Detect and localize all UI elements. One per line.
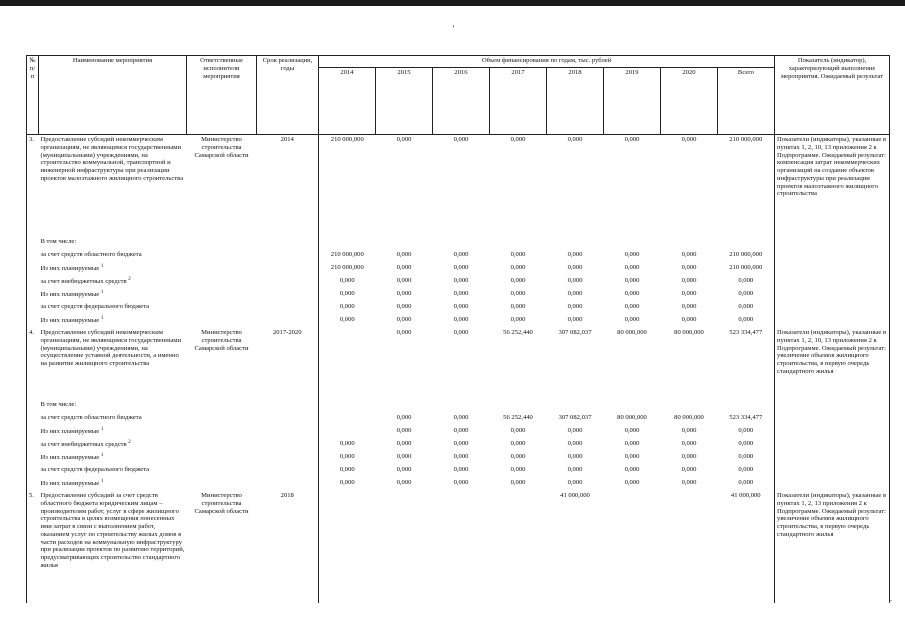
value-cell: 56 252,440: [503, 329, 533, 336]
item-resp: Министерство строительства Самарской области: [187, 135, 257, 238]
value-cell: 0,000: [547, 135, 604, 238]
value-cell: 0,000: [433, 135, 490, 238]
value-cell: 0,000: [319, 276, 376, 289]
spacer-cell: [775, 276, 890, 289]
incl-label: В том числе:: [40, 401, 77, 408]
header-year: 2015: [376, 68, 433, 135]
value-cell: 56 252,440: [503, 414, 533, 421]
funding-source-label: [39, 465, 187, 478]
header-year: 2018: [547, 68, 604, 135]
value-cell: 0,000: [624, 427, 640, 434]
spacer-cell: [319, 237, 376, 250]
funding-source-text: Из них планируемые: [40, 291, 100, 299]
financing-table: [26, 55, 890, 603]
footnote-mark: 2: [128, 440, 131, 445]
funding-source-row: [27, 289, 890, 302]
funding-source-row: [27, 465, 890, 478]
header-resp: Ответственные исполнители мероприятия: [187, 56, 257, 135]
value-cell: 210 000,000: [319, 250, 376, 263]
top-border: [0, 0, 905, 6]
spacer-cell: [775, 400, 890, 413]
funding-source-label: [39, 413, 187, 426]
value-cell: 210 000,000: [718, 250, 775, 263]
value-cell: 0,000: [681, 479, 697, 486]
spacer-cell: [187, 452, 257, 465]
spacer-cell: [604, 400, 661, 413]
header-period: Срок реализации, годы: [257, 56, 319, 135]
spacer-cell: [775, 465, 890, 478]
spacer-cell: [187, 276, 257, 289]
value-cell: 0,000: [510, 466, 526, 473]
spacer-cell: [376, 237, 433, 250]
value-cell: 0,000: [567, 264, 583, 271]
spacer-cell: [718, 400, 775, 413]
value-cell: 0,000: [681, 427, 697, 434]
value-cell: 0,000: [718, 426, 775, 439]
footnote-mark: 1: [100, 479, 104, 484]
item-name: Предоставление субсидий некоммерческим организациям, не являющимся государственными (муниципальными) учреждениями, на осуществление уставной деятельности, а именно на развитие жилищного строительства: [40, 329, 181, 368]
spacer-cell: [775, 439, 890, 452]
value-cell: 80 000,000: [617, 414, 647, 421]
value-cell: 0,000: [567, 303, 583, 310]
value-cell: [490, 491, 547, 603]
header-year: 2014: [319, 68, 376, 135]
value-cell: 0,000: [624, 277, 640, 284]
value-cell: [433, 491, 490, 603]
value-cell: [319, 491, 376, 603]
value-cell: 0,000: [718, 289, 775, 302]
value-cell: 0,000: [604, 135, 661, 238]
value-cell: 307 082,037: [558, 414, 592, 421]
value-cell: 0,000: [453, 290, 469, 297]
footnote-mark: 1: [100, 316, 104, 321]
value-cell: 523 334,477: [718, 413, 775, 426]
spacer-cell: [27, 302, 39, 315]
value-cell: 0,000: [624, 290, 640, 297]
spacer-cell: [490, 400, 547, 413]
spacer-cell: [27, 478, 39, 491]
spacer-cell: [490, 237, 547, 250]
value-cell: 0,000: [624, 479, 640, 486]
funding-source-row: [27, 263, 890, 276]
value-cell: 0,000: [453, 466, 469, 473]
value-cell: 0,000: [567, 427, 583, 434]
funding-source-label: [39, 439, 187, 452]
funding-source-row: [27, 413, 890, 426]
spacer-cell: [604, 237, 661, 250]
spacer-cell: [187, 465, 257, 478]
value-cell: 0,000: [718, 452, 775, 465]
funding-source-text: Из них планируемые: [40, 454, 100, 462]
spacer-cell: [775, 289, 890, 302]
value-cell: 0,000: [396, 277, 412, 284]
item-period: 2018: [280, 492, 294, 499]
spacer-cell: [27, 400, 39, 413]
value-cell: 0,000: [453, 453, 469, 460]
value-cell: 0,000: [396, 303, 412, 310]
value-cell: 0,000: [624, 251, 640, 258]
value-cell: 80 000,000: [674, 414, 704, 421]
item-name: Предоставление субсидий некоммерческим организациям, не являющимся государственными (муниципальными) учреждениями, на строительство коммунальной, транспортной и инженерной инфраструктуры при реализации проектов малоэтажного жилищного строительства: [39, 135, 187, 238]
spacer-cell: [775, 302, 890, 315]
value-cell: 0,000: [624, 466, 640, 473]
value-cell: 0,000: [681, 303, 697, 310]
value-cell: 0,000: [453, 329, 469, 336]
item-name: Предоставление субсидий за счет средств областного бюджета юридическим лицам – производителям работ, услуг в сфере жилищного строительства в целях возмещения понесенных ими затрат в связи с выполнением работ, оказанием услуг по строительству жилых домов в части расходов на коммунальную инфраструктуру при реализации проектов по развитию территорий, предусматривающих строительство стандартного жилья: [40, 492, 185, 569]
funding-source-text: Из них планируемые: [40, 480, 100, 488]
value-cell: 0,000: [624, 316, 640, 323]
spacer-cell: [27, 413, 39, 426]
spacer-cell: [775, 452, 890, 465]
spacer-cell: [187, 237, 257, 250]
value-cell: [319, 413, 376, 426]
value-cell: 0,000: [396, 264, 412, 271]
funding-source-label: [39, 289, 187, 302]
funding-source-row: [27, 478, 890, 491]
value-cell: 210 000,000: [718, 135, 775, 238]
funding-source-text: за счет средств федерального бюджета: [40, 466, 150, 473]
spacer-cell: [547, 237, 604, 250]
value-cell: 0,000: [718, 302, 775, 315]
funding-source-label: [39, 276, 187, 289]
value-cell: 0,000: [396, 440, 412, 447]
value-cell: [661, 491, 718, 603]
funding-source-label: [39, 250, 187, 263]
funding-source-text: за счет средств областного бюджета: [40, 251, 142, 258]
value-cell: 0,000: [319, 315, 376, 328]
funding-source-label: [39, 452, 187, 465]
header-year: 2017: [490, 68, 547, 135]
spacer-cell: [187, 263, 257, 276]
spacer-cell: [257, 426, 319, 439]
spacer-cell: [187, 315, 257, 328]
spacer-cell: [187, 289, 257, 302]
funding-source-row: [27, 439, 890, 452]
value-cell: 0,000: [453, 303, 469, 310]
value-cell: 0,000: [567, 479, 583, 486]
value-cell: 0,000: [510, 303, 526, 310]
spacer-cell: [775, 413, 890, 426]
value-cell: 307 082,037: [558, 329, 592, 336]
funding-source-row: [27, 315, 890, 328]
spacer-cell: [257, 452, 319, 465]
funding-source-text: за счет внебюджетных средств: [40, 441, 127, 449]
funding-source-row: [27, 302, 890, 315]
value-cell: 41 000,000: [718, 491, 775, 603]
spacer-cell: [27, 276, 39, 289]
item-indicator: Показатели (индикаторы), указанные в пунктах 1, 2, 10, 13 приложения 2 к Подпрограмме. Ожидаемый результат: компенсация затрат некоммерческих организаций на создание объектов инфраструктуры при реализации проектов малоэтажного жилищного строительства: [775, 135, 890, 238]
footnote-mark: 1: [100, 453, 104, 458]
funding-source-row: [27, 250, 890, 263]
item-resp: Министерство строительства Самарской области: [194, 329, 249, 352]
value-cell: 0,000: [396, 466, 412, 473]
value-cell: 0,000: [681, 277, 697, 284]
value-cell: 80 000,000: [617, 329, 647, 336]
value-cell: 0,000: [376, 135, 433, 238]
spacer-cell: [775, 315, 890, 328]
value-cell: 0,000: [567, 316, 583, 323]
incl-label: В том числе:: [40, 238, 77, 245]
spacer-cell: [257, 400, 319, 413]
header-name: Наименование мероприятия: [39, 56, 187, 135]
item-num: 3.: [27, 135, 39, 238]
value-cell: 0,000: [681, 453, 697, 460]
value-cell: [604, 491, 661, 603]
header-year: 2019: [604, 68, 661, 135]
value-cell: 210 000,000: [319, 263, 376, 276]
value-cell: 0,000: [319, 302, 376, 315]
spacer-cell: [257, 237, 319, 250]
funding-source-label: [39, 263, 187, 276]
spacer-cell: [257, 250, 319, 263]
value-cell: 0,000: [453, 427, 469, 434]
spacer-cell: [376, 400, 433, 413]
value-cell: 0,000: [661, 135, 718, 238]
value-cell: 0,000: [396, 316, 412, 323]
spacer-cell: [775, 426, 890, 439]
spacer-cell: [27, 289, 39, 302]
value-cell: 0,000: [681, 466, 697, 473]
spacer-cell: [257, 276, 319, 289]
value-cell: 0,000: [396, 414, 412, 421]
value-cell: 0,000: [396, 329, 412, 336]
spacer-cell: [27, 250, 39, 263]
funding-source-label: [39, 478, 187, 491]
value-cell: 0,000: [567, 277, 583, 284]
footer-mark: .: [890, 594, 892, 603]
value-cell: [319, 426, 376, 439]
value-cell: 0,000: [396, 453, 412, 460]
value-cell: 0,000: [319, 465, 376, 478]
value-cell: 0,000: [510, 427, 526, 434]
header-indicator: Показатель (индикатор), характеризующий выполнение мероприятия. Ожидаемый результат: [775, 56, 890, 135]
spacer-cell: [775, 237, 890, 250]
value-cell: 0,000: [718, 439, 775, 452]
spacer-cell: [775, 478, 890, 491]
spacer-cell: [661, 237, 718, 250]
value-cell: 0,000: [319, 452, 376, 465]
item-resp: Министерство строительства Самарской области: [194, 492, 249, 515]
funding-source-text: Из них планируемые: [40, 265, 100, 273]
value-cell: 0,000: [453, 251, 469, 258]
spacer-cell: [187, 426, 257, 439]
item-row: [27, 328, 890, 400]
value-cell: 0,000: [510, 251, 526, 258]
value-cell: 0,000: [681, 264, 697, 271]
value-cell: 0,000: [681, 251, 697, 258]
value-cell: 0,000: [624, 453, 640, 460]
funding-source-text: Из них планируемые: [40, 428, 100, 436]
value-cell: 523 334,477: [718, 328, 775, 400]
value-cell: [376, 491, 433, 603]
header-funding: Объем финансирования по годам, тыс. рублей: [319, 56, 775, 68]
value-cell: 0,000: [567, 466, 583, 473]
spacer-cell: [27, 452, 39, 465]
spacer-cell: [257, 263, 319, 276]
funding-source-text: за счет средств областного бюджета: [40, 414, 142, 421]
spacer-cell: [257, 289, 319, 302]
value-cell: 0,000: [510, 290, 526, 297]
spacer-cell: [433, 400, 490, 413]
item-row: [27, 135, 890, 238]
value-cell: 0,000: [718, 465, 775, 478]
value-cell: 0,000: [681, 290, 697, 297]
spacer-cell: [257, 478, 319, 491]
spacer-cell: [27, 426, 39, 439]
funding-source-row: [27, 276, 890, 289]
value-cell: 0,000: [567, 251, 583, 258]
item-num: 5.: [27, 491, 39, 603]
value-cell: 41 000,000: [560, 492, 590, 499]
spacer-cell: [187, 439, 257, 452]
value-cell: 0,000: [453, 440, 469, 447]
value-cell: 0,000: [718, 315, 775, 328]
item-indicator: Показатели (индикаторы), указанные в пунктах 1, 2, 13 приложения 2 к Подпрограмме. Ожидаемый результат: увеличение объемов жилищного строительства, в первую очередь стандартного жилья: [775, 491, 890, 603]
header-year: Всего: [718, 68, 775, 135]
funding-source-text: за счет внебюджетных средств: [40, 278, 127, 286]
value-cell: 0,000: [510, 264, 526, 271]
funding-source-row: [27, 452, 890, 465]
spacer-cell: [257, 439, 319, 452]
spacer-cell: [319, 400, 376, 413]
spacer-cell: [187, 478, 257, 491]
value-cell: 0,000: [567, 440, 583, 447]
value-cell: 0,000: [453, 479, 469, 486]
footnote-mark: 2: [128, 277, 131, 282]
value-cell: 0,000: [396, 251, 412, 258]
header-year: 2016: [433, 68, 490, 135]
value-cell: 0,000: [624, 303, 640, 310]
funding-source-text: за счет средств федерального бюджета: [40, 303, 150, 310]
spacer-cell: [775, 250, 890, 263]
value-cell: 0,000: [510, 277, 526, 284]
footnote-mark: 1: [100, 264, 104, 269]
spacer-cell: [775, 263, 890, 276]
value-cell: [319, 328, 376, 400]
funding-source-label: [39, 426, 187, 439]
funding-source-label: [39, 315, 187, 328]
item-num: 4.: [27, 328, 39, 400]
value-cell: 210 000,000: [718, 263, 775, 276]
spacer-cell: [27, 439, 39, 452]
spacer-cell: [433, 237, 490, 250]
value-cell: 0,000: [490, 135, 547, 238]
value-cell: 0,000: [681, 440, 697, 447]
spacer-cell: [257, 413, 319, 426]
spacer-cell: [27, 237, 39, 250]
spacer-cell: [27, 263, 39, 276]
funding-source-row: [27, 426, 890, 439]
spacer-cell: [187, 302, 257, 315]
value-cell: 210 000,000: [319, 135, 376, 238]
value-cell: 0,000: [567, 453, 583, 460]
item-period: 2017-2020: [272, 329, 302, 336]
value-cell: 0,000: [453, 264, 469, 271]
value-cell: 0,000: [319, 439, 376, 452]
header-num: № п/п: [27, 56, 39, 135]
value-cell: 0,000: [510, 316, 526, 323]
value-cell: 0,000: [510, 479, 526, 486]
spacer-cell: [718, 237, 775, 250]
spacer-cell: [27, 465, 39, 478]
spacer-cell: [547, 400, 604, 413]
value-cell: 0,000: [718, 276, 775, 289]
funding-source-label: [39, 302, 187, 315]
value-cell: 0,000: [624, 440, 640, 447]
value-cell: 0,000: [453, 414, 469, 421]
value-cell: 0,000: [396, 290, 412, 297]
spacer-cell: [187, 413, 257, 426]
page-mark: ʼ: [452, 24, 455, 33]
header-year: 2020: [661, 68, 718, 135]
spacer-cell: [257, 465, 319, 478]
spacer-cell: [257, 302, 319, 315]
value-cell: 0,000: [624, 264, 640, 271]
footnote-mark: 1: [100, 427, 104, 432]
spacer-cell: [257, 315, 319, 328]
value-cell: 0,000: [681, 316, 697, 323]
value-cell: 0,000: [510, 440, 526, 447]
spacer-cell: [187, 400, 257, 413]
spacer-cell: [27, 315, 39, 328]
spacer-cell: [187, 250, 257, 263]
value-cell: 0,000: [319, 289, 376, 302]
value-cell: 0,000: [510, 453, 526, 460]
value-cell: 0,000: [319, 478, 376, 491]
value-cell: 0,000: [567, 290, 583, 297]
funding-source-text: Из них планируемые: [40, 317, 100, 325]
spacer-cell: [661, 400, 718, 413]
value-cell: 0,000: [718, 478, 775, 491]
footnote-mark: 1: [100, 290, 104, 295]
value-cell: 80 000,000: [674, 329, 704, 336]
item-period: 2014: [257, 135, 319, 238]
value-cell: 0,000: [453, 277, 469, 284]
item-row: [27, 491, 890, 603]
value-cell: 0,000: [396, 427, 412, 434]
value-cell: 0,000: [453, 316, 469, 323]
value-cell: 0,000: [396, 479, 412, 486]
item-indicator: Показатели (индикаторы), указанные в пунктах 1, 2, 10, 13 приложения 2 к Подпрограмме. Ожидаемый результат: увеличение объемов жилищного строительства, в первую очередь стандартного жилья: [775, 328, 890, 400]
